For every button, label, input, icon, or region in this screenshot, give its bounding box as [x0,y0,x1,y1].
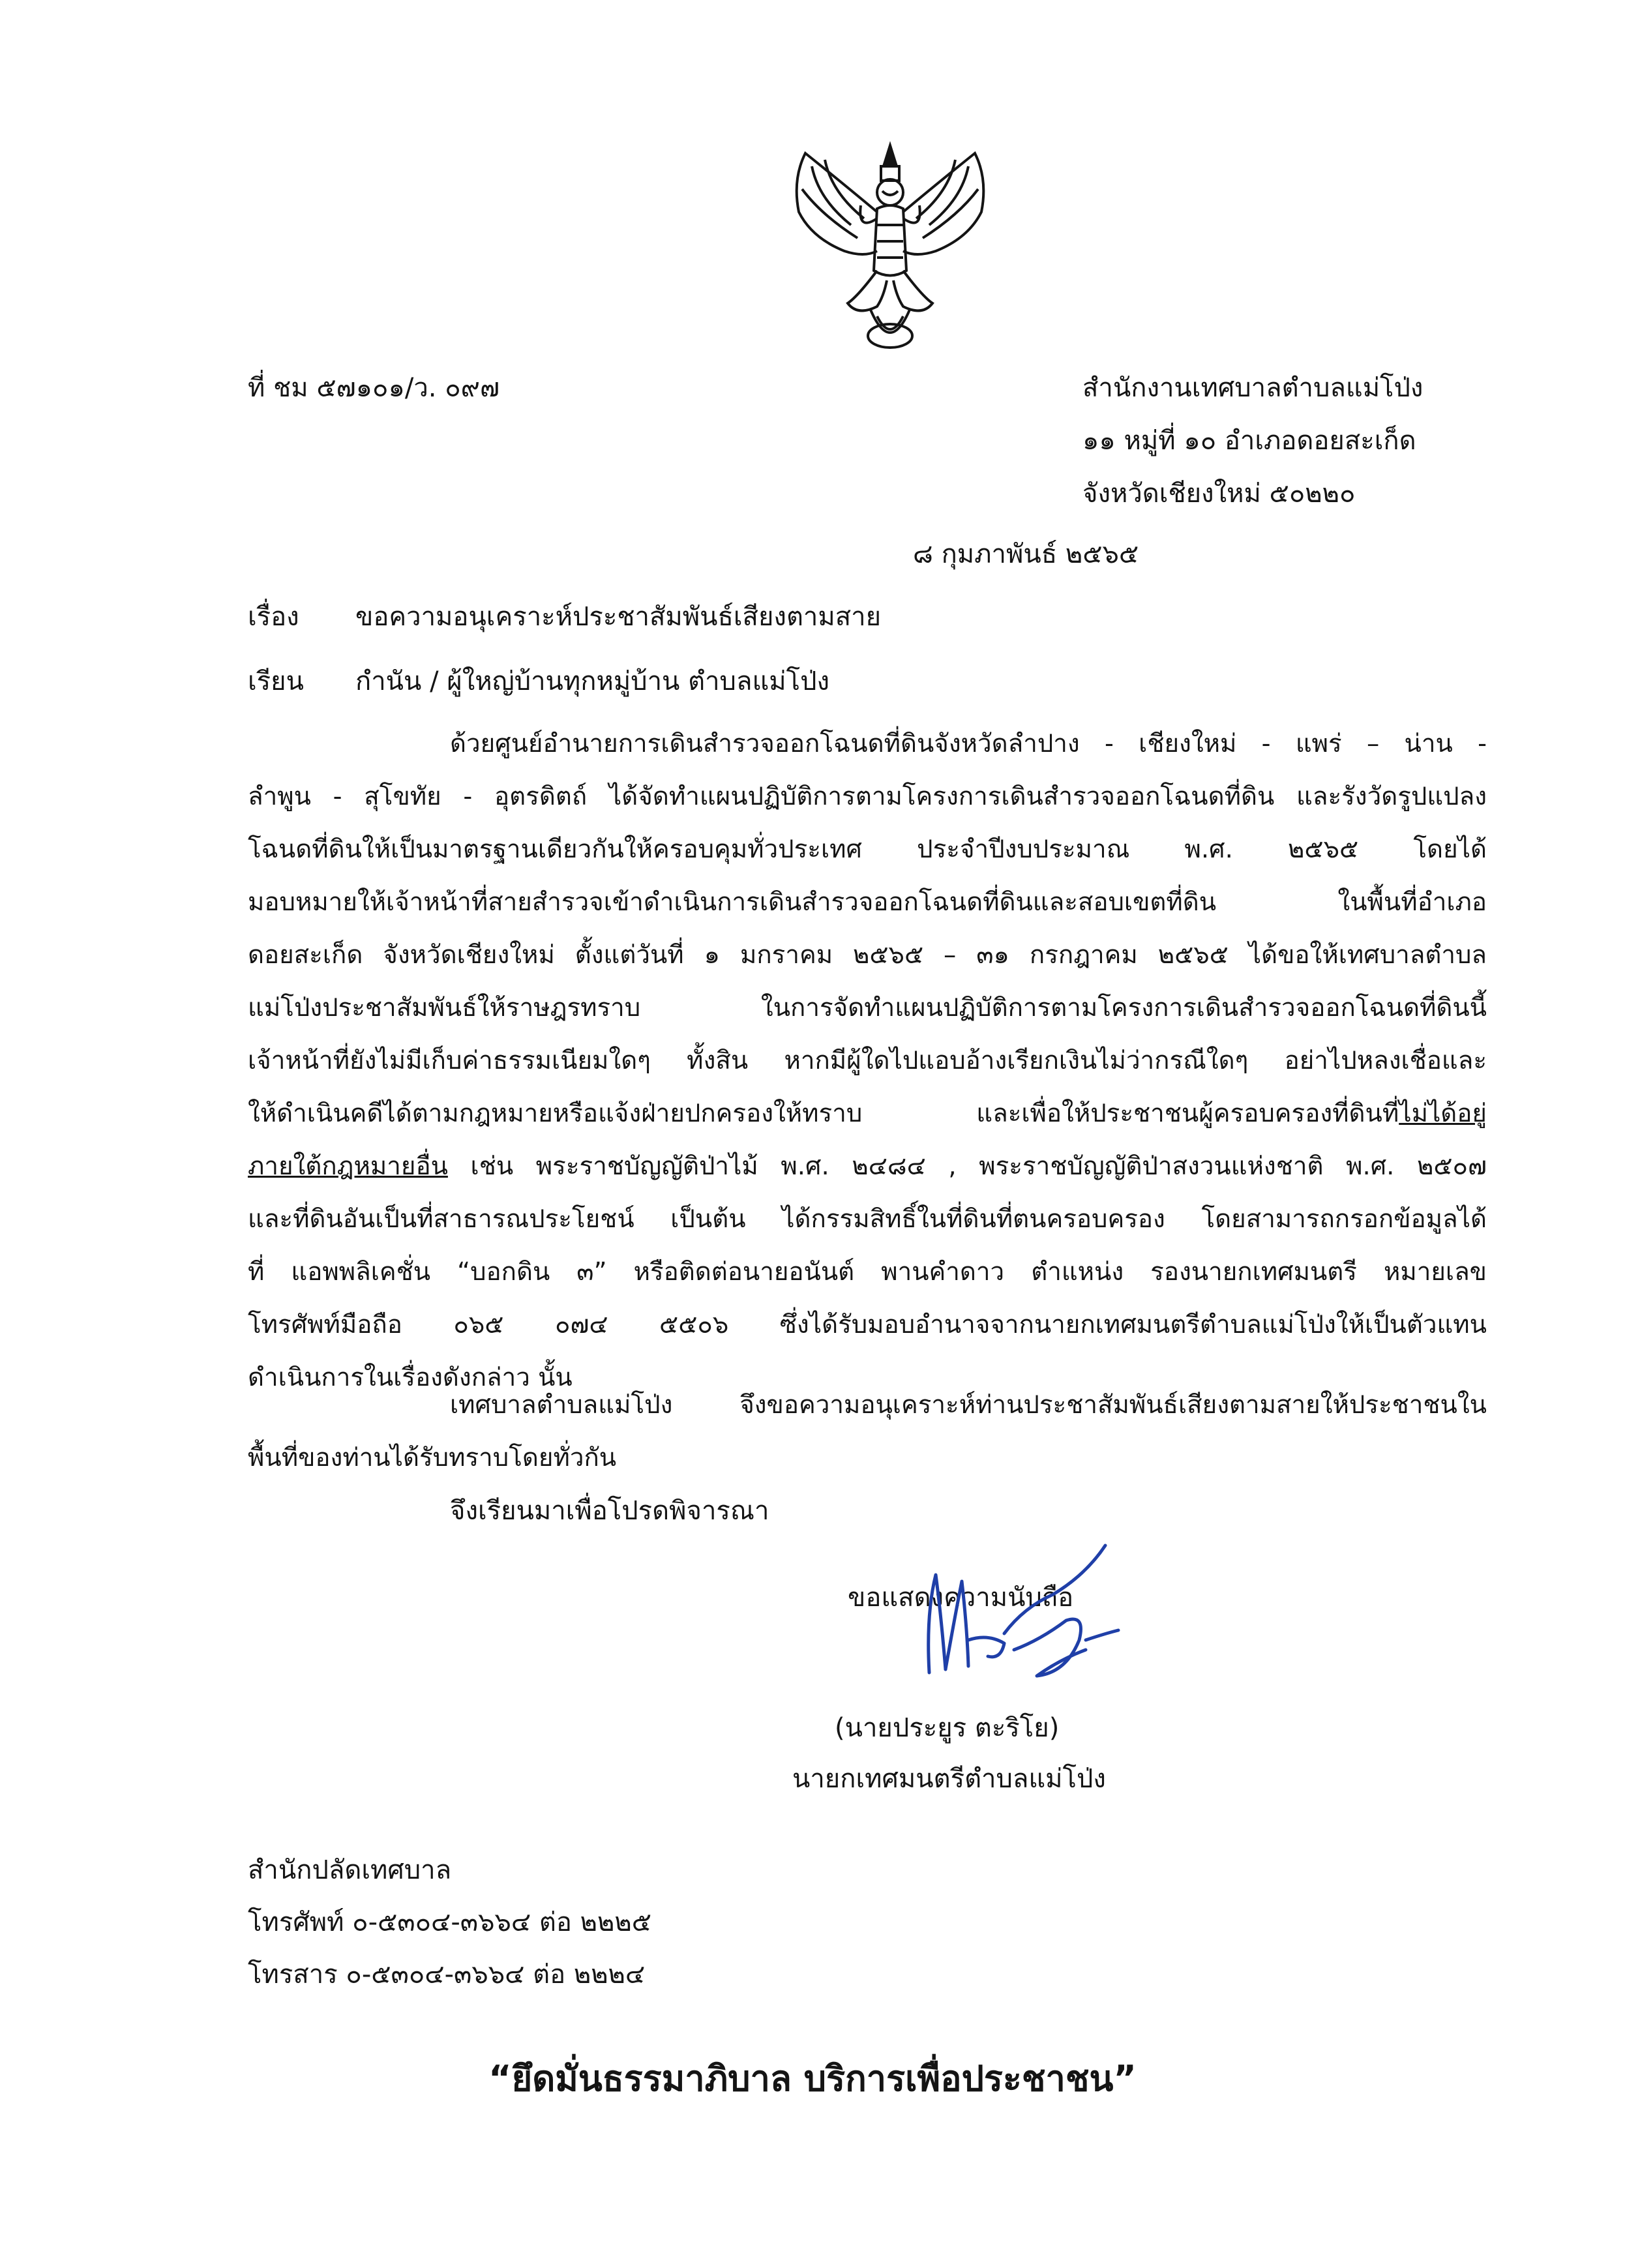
office-street: ๑๑ หมู่ที่ ๑๐ อำเภอดอยสะเก็ด [1082,426,1416,456]
closing-salutation: ขอแสดงความนับถือ [848,1583,1074,1613]
body-line: และที่ดินอันเป็นที่สาธารณประโยชน์ เป็นต้น ได้กรรมสิทธิ์ในที่ดินที่ตนครอบครอง โดยสามารถกรอกข้อมูลได้ [248,1204,1487,1234]
recipient-text: กำนัน / ผู้ใหญ่บ้านทุกหมู่บ้าน ตำบลแม่โป่ง [355,666,830,696]
subject-label: เรื่อง [248,602,299,632]
office-address [1082,368,1423,527]
body-line: พื้นที่ของท่านได้รับทราบโดยทั่วกัน [248,1443,617,1472]
body-paragraph-1 [248,724,1487,1411]
office-province: จังหวัดเชียงใหม่ ๕๐๒๒๐ [1082,479,1356,509]
body-line: เจ้าหน้าที่ยังไม่มีเก็บค่าธรรมเนียมใดๆ ทั้งสิน หากมีผู้ใดไปแอบอ้างเรียกเงินไม่ว่ากรณีใดๆ อย่าไปหลงเชื่อและ [248,1046,1487,1075]
body-line [248,1094,1487,1147]
garuda-emblem-icon [786,140,994,359]
letter-date: ๘ กุมภาพันธ์ ๒๕๖๕ [913,539,1139,569]
body-paragraph-3: จึงเรียนมาเพื่อโปรดพิจารณา [450,1496,769,1526]
body-line: เทศบาลตำบลแม่โป่ง จึงขอความอนุเคราะห์ท่านประชาสัมพันธ์เสียงตามสายให้ประชาชนใน [450,1390,1487,1420]
handwritten-signature-icon [890,1536,1125,1686]
body-line-text: เช่น พระราชบัญญัติป่าไม้ พ.ศ. ๒๔๘๔ , พระราชบัญญัติป่าสงวนแห่งชาติ พ.ศ. ๒๕๐๗ [447,1152,1487,1181]
underlined-text: ภายใต้กฎหมายอื่น [248,1152,448,1181]
department-name: สำนักปลัดเทศบาล [248,1855,452,1885]
body-line: ดอยสะเก็ด จังหวัดเชียงใหม่ ตั้งแต่วันที่ ๑ มกราคม ๒๕๖๕ – ๓๑ กรกฎาคม ๒๕๖๕ ได้ขอให้เทศบาลตำบล [248,940,1487,970]
motto: “ยึดมั่นธรรมาภิบาล บริการเพื่อประชาชน” [488,2058,1137,2099]
reference-number: ที่ ชม ๕๗๑๐๑/ว. ๐๙๗ [248,373,500,403]
office-name: สำนักงานเทศบาลตำบลแม่โป่ง [1082,373,1424,403]
body-line: ลำพูน - สุโขทัย - อุตรดิตถ์ ได้จัดทำแผนปฏิบัติการตามโครงการเดินสำรวจออกโฉนดที่ดิน และรังวัดรูปแปลง [248,782,1487,811]
body-line: โฉนดที่ดินให้เป็นมาตรฐานเดียวกันให้ครอบคุมทั่วประเทศ ประจำปีงบประมาณ พ.ศ. ๒๕๖๕ โดยได้ [248,835,1487,864]
fax-number: โทรสาร ๐-๕๓๐๔-๓๖๖๔ ต่อ ๒๒๒๔ [248,1960,646,1990]
body-paragraph-2 [248,1386,1487,1491]
body-line: มอบหมายให้เจ้าหน้าที่สายสำรวจเข้าดำเนินการเดินสำรวจออกโฉนดที่ดินและสอบเขตที่ดิน ในพื้นที่อำเภอ [248,888,1487,917]
body-line: ที่ แอพพลิเคชั่น “บอกดิน ๓” หรือติดต่อนายอนันต์ พานคำดาว ตำแหน่ง รองนายกเทศมนตรี หมายเลข [248,1257,1487,1287]
body-line: โทรศัพท์มือถือ ๐๖๕ ๐๗๔ ๕๕๐๖ ซึ่งได้รับมอบอำนาจจากนายกเทศมนตรีตำบลแม่โป่งให้เป็นตัวแทน [248,1310,1487,1339]
body-line-text: ให้ดำเนินคดีได้ตามกฎหมายหรือแจ้งฝ่ายปกครองให้ทราบ และเพื่อให้ประชาชนผู้ครอบครองที่ดินที่ [248,1099,1399,1128]
body-line: แม่โป่งประชาสัมพันธ์ให้ราษฎรทราบ ในการจัดทำแผนปฏิบัติการตามโครงการเดินสำรวจออกโฉนดที่ดินนี้ [248,993,1487,1022]
subject-text: ขอความอนุเคราะห์ประชาสัมพันธ์เสียงตามสาย [355,602,882,632]
underlined-text: ไม่ได้อยู่ [1399,1099,1487,1128]
signer-name: (นายประยูร ตะริโย) [835,1713,1060,1743]
body-line [248,1147,1487,1200]
telephone-number: โทรศัพท์ ๐-๕๓๐๔-๓๖๖๔ ต่อ ๒๒๒๕ [248,1907,651,1937]
recipient-label: เรียน [248,666,304,696]
body-line: ด้วยศูนย์อำนายการเดินสำรวจออกโฉนดที่ดินจังหวัดลำปาง - เชียงใหม่ - แพร่ – น่าน - [450,729,1487,758]
signer-title: นายกเทศมนตรีตำบลแม่โป่ง [792,1764,1106,1794]
body-line: ดำเนินการในเรื่องดังกล่าว นั้น [248,1363,573,1392]
